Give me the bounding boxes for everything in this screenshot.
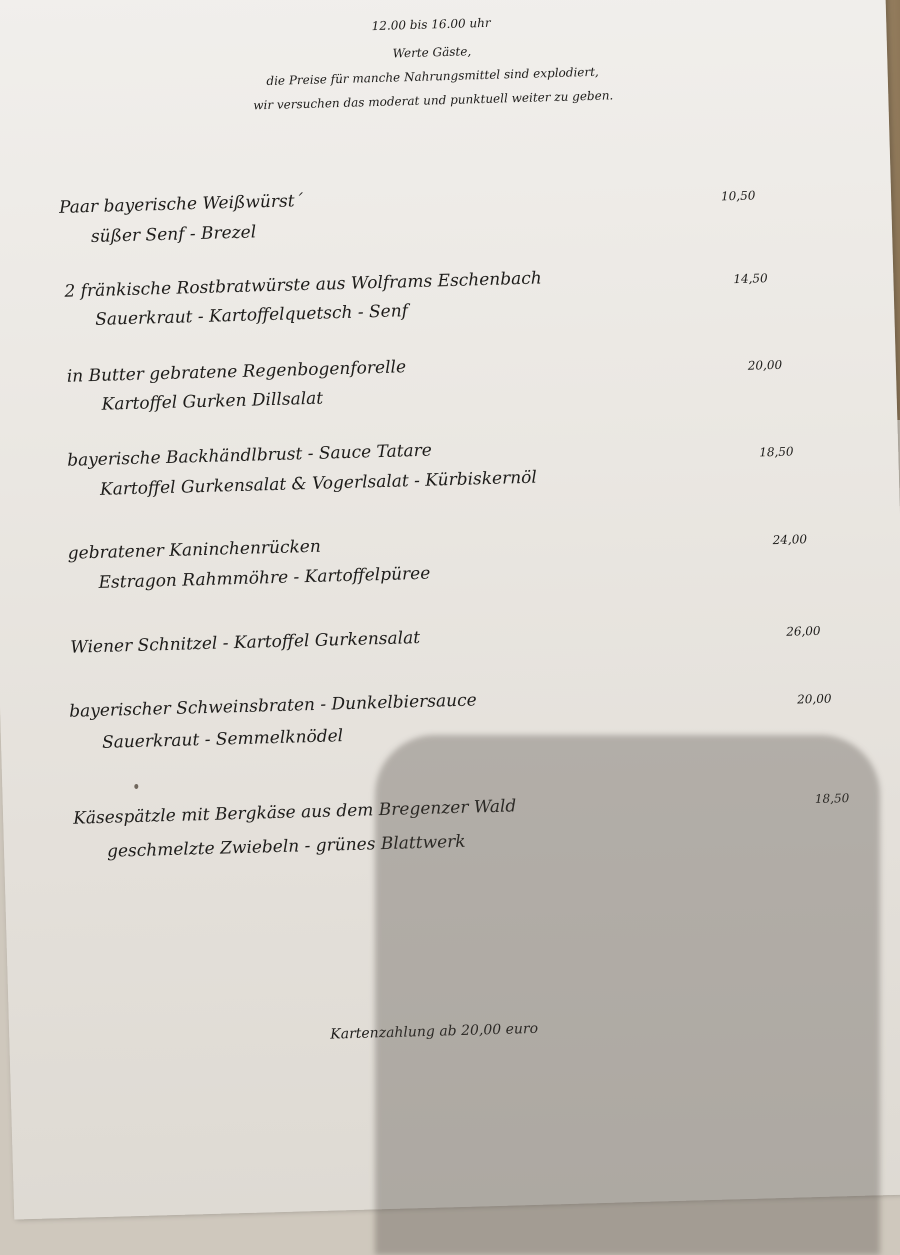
menu-item-price: 10,50 <box>720 188 756 204</box>
greeting: Werte Gäste, <box>392 44 472 61</box>
menu-item-price: 26,00 <box>786 623 821 639</box>
menu-item-price: 14,50 <box>733 271 768 287</box>
menu-item-sides: süßer Senf - Brezel <box>90 222 257 247</box>
menu-item-price: 18,50 <box>759 444 794 460</box>
menu-item-name: 2 fränkische Rostbratwürste aus Wolframs Eschenbach <box>64 268 542 302</box>
menu-item-name: bayerische Backhändlbrust - Sauce Tatare <box>66 440 433 471</box>
payment-note: Kartenzahlung ab 20,00 euro <box>330 1020 539 1043</box>
menu-item-sides: Sauerkraut - Semmelknödel <box>101 726 344 753</box>
menu-item-sides: geschmelzte Zwiebeln - grünes Blattwerk <box>106 831 466 862</box>
menu-item-name: in Butter gebratene Regenbogenforelle <box>66 357 407 387</box>
menu-item-price: 24,00 <box>772 532 808 548</box>
notice-line-1: die Preise für manche Nahrungsmittel sind explodiert, <box>266 64 599 89</box>
menu-item-sides: Estragon Rahmmöhre - Kartoffelpüree <box>98 563 431 593</box>
phone-shadow <box>375 735 880 1255</box>
menu-item-price: 20,00 <box>747 357 783 373</box>
paper-speck <box>134 784 138 789</box>
menu-item-name: Paar bayerische Weißwürst´ <box>58 191 304 218</box>
menu-item-sides: Kartoffel Gurkensalat & Vogerlsalat - Kürbiskernöl <box>99 467 538 500</box>
menu-item-sides: Kartoffel Gurken Dillsalat <box>101 388 324 415</box>
menu-item-price: 18,50 <box>814 791 850 807</box>
menu-item-sides: Sauerkraut - Kartoffelquetsch - Senf <box>94 301 409 330</box>
menu-item-name: Käsespätzle mit Bergkäse aus dem Bregenzer Wald <box>72 796 517 829</box>
menu-item-name: Wiener Schnitzel - Kartoffel Gurkensalat <box>70 627 421 658</box>
opening-hours: 12.00 bis 16.00 uhr <box>371 15 491 34</box>
menu-item-price: 20,00 <box>796 691 832 707</box>
notice-line-2: wir versuchen das moderat und punktuell weiter zu geben. <box>253 88 614 113</box>
menu-item-name: gebratener Kaninchenrücken <box>67 536 322 564</box>
menu-item-name: bayerischer Schweinsbraten - Dunkelbiersauce <box>68 690 477 722</box>
